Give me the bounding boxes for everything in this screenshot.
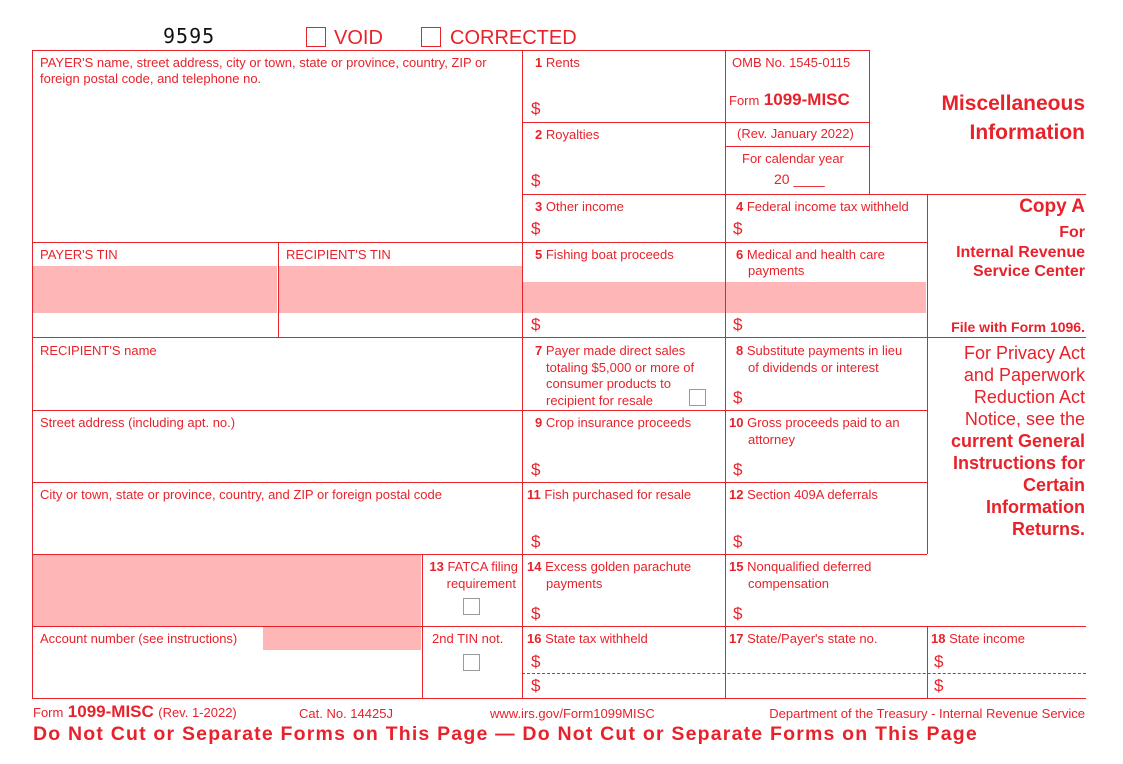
box3-label: [535, 199, 624, 215]
omb-form-name: 1099-MISC: [763, 90, 850, 109]
grid-line: [522, 194, 725, 195]
box6-number: 6: [736, 247, 744, 262]
box5-label: [535, 247, 674, 263]
grid-line: [725, 50, 726, 698]
copy-irs-line2: Service Center: [972, 263, 1085, 280]
fatca-checkbox[interactable]: [463, 598, 480, 615]
grid-line: [32, 554, 522, 555]
box18-label: [931, 631, 1025, 647]
grid-line: [927, 626, 928, 698]
box13-label: [426, 559, 518, 575]
box8-number: 8: [736, 343, 744, 358]
grid-line: [522, 337, 1086, 338]
omb-number: OMB No. 1545-0115: [732, 55, 851, 70]
box2-text: Royalties: [545, 127, 600, 142]
payer-name-label: PAYER'S name, street address, city or town, state or province, country, ZIP or foreign postal code, and telephone no.: [40, 55, 487, 86]
grid-line: [522, 626, 1086, 627]
box16-number: 16: [527, 631, 542, 646]
grid-line: [522, 482, 927, 483]
instructions-line1: current General: [950, 431, 1085, 451]
corrected-checkbox[interactable]: [421, 27, 441, 47]
box10-label: [729, 415, 900, 431]
box5-number: 5: [535, 247, 543, 262]
box15-number: 15: [729, 559, 744, 574]
box11-number: 11: [527, 487, 541, 502]
payer-tin-label: PAYER'S TIN: [40, 247, 118, 262]
recipient-tin-shade: [279, 266, 522, 313]
box7-text: Payer made direct sales: [545, 343, 686, 358]
footer-url: www.irs.gov/Form1099MISC: [490, 706, 655, 721]
box18-dollar-row2: $: [934, 676, 944, 695]
grid-line: [927, 194, 928, 554]
box12-number: 12: [729, 487, 744, 502]
box6-dollar: $: [733, 315, 743, 334]
grid-line: [32, 626, 522, 627]
box8-text-line2: of dividends or interest: [748, 360, 879, 375]
box18-text: State income: [949, 631, 1025, 646]
box15-dollar: $: [733, 604, 743, 623]
city-label: City or town, state or province, country, and ZIP or foreign postal code: [40, 487, 442, 502]
fatca-left-shade: [33, 555, 421, 626]
do-not-cut-warning: Do Not Cut or Separate Forms on This Page — Do Not Cut or Separate Forms on This Page: [33, 723, 978, 745]
account-number-label: Account number (see instructions): [40, 631, 238, 646]
box7-label: [535, 343, 685, 359]
box2-label: [535, 127, 599, 143]
calendar-year-field[interactable]: 20 ____: [774, 171, 825, 187]
box11-text: Fish purchased for resale: [544, 487, 692, 502]
box16-dollar-row1: $: [531, 652, 541, 671]
footer-department: Department of the Treasury - Internal Revenue Service: [769, 706, 1085, 721]
void-checkbox[interactable]: [306, 27, 326, 47]
omb-form-title: [729, 90, 850, 110]
instructions-line5: Returns.: [1011, 519, 1085, 539]
box15-text: Nonqualified deferred: [747, 559, 872, 574]
grid-line: [522, 122, 869, 123]
box10-number: 10: [729, 415, 744, 430]
form-title-line1: Miscellaneous: [941, 92, 1085, 115]
grid-line: [32, 242, 522, 243]
privacy-line3: Reduction Act: [973, 387, 1085, 407]
box17-number: 17: [729, 631, 744, 646]
box16-label: [527, 631, 648, 647]
void-label: VOID: [334, 27, 383, 49]
box12-label: [729, 487, 878, 503]
box13-number: 13: [429, 559, 444, 574]
grid-line: [32, 50, 33, 698]
form-title-line2: Information: [969, 121, 1085, 144]
second-tin-label: 2nd TIN not.: [432, 631, 504, 646]
box6-text: Medical and health care: [746, 247, 885, 262]
box11-label: [527, 487, 691, 503]
box4-text: Federal income tax withheld: [746, 199, 909, 214]
box5-text: Fishing boat proceeds: [545, 247, 674, 262]
grid-line: [32, 410, 522, 411]
footer-revision: (Rev. 1-2022): [158, 705, 237, 720]
copy-for-label: For: [1059, 224, 1085, 241]
recipient-name-label: RECIPIENT'S name: [40, 343, 157, 358]
box16-text: State tax withheld: [545, 631, 648, 646]
box10-text-line2: attorney: [748, 432, 795, 447]
box4-label: [736, 199, 909, 215]
box2-dollar: $: [531, 171, 541, 190]
instructions-line2: Instructions for: [952, 453, 1085, 473]
instructions-line3: Certain: [1022, 475, 1085, 495]
file-with-label: File with Form 1096.: [951, 319, 1085, 335]
grid-line: [278, 242, 279, 337]
box8-text: Substitute payments in lieu: [746, 343, 903, 358]
box15-text-line2: compensation: [748, 576, 829, 591]
street-address-label: Street address (including apt. no.): [40, 415, 236, 430]
box9-dollar: $: [531, 460, 541, 479]
omb-form-prefix: Form: [729, 93, 760, 108]
box3-dollar: $: [531, 219, 541, 238]
grid-line: [522, 410, 927, 411]
calendar-year-label: For calendar year: [742, 151, 844, 166]
box1-number: 1: [535, 55, 543, 70]
grid-line: [32, 337, 522, 338]
box15-label: [729, 559, 871, 575]
box4-number: 4: [736, 199, 744, 214]
box7-text-line4: recipient for resale: [546, 393, 653, 408]
box14-text: Excess golden parachute: [545, 559, 692, 574]
privacy-line2: and Paperwork: [963, 365, 1085, 385]
grid-line: [32, 482, 522, 483]
omb-revision: (Rev. January 2022): [737, 126, 854, 141]
recipient-tin-label: RECIPIENT'S TIN: [286, 247, 391, 262]
box3-text: Other income: [545, 199, 624, 214]
box7-checkbox[interactable]: [689, 389, 706, 406]
box2-number: 2: [535, 127, 543, 142]
box14-text-line2: payments: [546, 576, 603, 591]
box1-dollar: $: [531, 99, 541, 118]
box6-text-line2: payments: [748, 263, 805, 278]
instructions-line4: Information: [986, 497, 1085, 517]
grid-line: [725, 146, 869, 147]
box1-label: [535, 55, 580, 71]
box8-dollar: $: [733, 388, 743, 407]
grid-line: [32, 698, 1086, 699]
box14-number: 14: [527, 559, 542, 574]
box12-dollar: $: [733, 532, 743, 551]
box11-dollar: $: [531, 532, 541, 551]
box9-number: 9: [535, 415, 543, 430]
box18-number: 18: [931, 631, 946, 646]
state-row-divider: [522, 673, 1086, 674]
box6-label: [736, 247, 885, 263]
copy-irs-line1: Internal Revenue: [956, 244, 1085, 261]
box14-label: [527, 559, 691, 575]
box17-label: [729, 631, 877, 647]
box9-label: [535, 415, 691, 431]
footer-form-title: [33, 702, 237, 722]
footer-cat-no: Cat. No. 14425J: [299, 706, 393, 721]
box13-label-line2: requirement: [446, 576, 516, 591]
box17-text: State/Payer's state no.: [747, 631, 878, 646]
box7-number: 7: [535, 343, 543, 358]
account-shade: [263, 627, 421, 650]
box12-text: Section 409A deferrals: [747, 487, 878, 502]
box16-dollar-row2: $: [531, 676, 541, 695]
box4-dollar: $: [733, 219, 743, 238]
box10-text: Gross proceeds paid to an: [747, 415, 900, 430]
corrected-label: CORRECTED: [450, 27, 577, 49]
grid-line: [522, 554, 927, 555]
copy-a-heading: Copy A: [1019, 196, 1085, 217]
privacy-line1: For Privacy Act: [963, 343, 1085, 363]
box1-text: Rents: [545, 55, 580, 70]
box14-dollar: $: [531, 604, 541, 623]
footer-form-prefix: Form: [33, 705, 64, 720]
payer-tin-shade: [33, 266, 277, 313]
grid-line: [725, 194, 1086, 195]
box7-text-line3: consumer products to: [546, 376, 672, 391]
box3-number: 3: [535, 199, 543, 214]
privacy-line4: Notice, see the: [964, 409, 1085, 429]
box5-dollar: $: [531, 315, 541, 334]
box7-text-line2: totaling $5,000 or more of: [546, 360, 695, 375]
box18-dollar-row1: $: [934, 652, 944, 671]
grid-line: [32, 50, 869, 51]
footer-form-name: 1099-MISC: [67, 702, 154, 721]
second-tin-checkbox[interactable]: [463, 654, 480, 671]
box9-text: Crop insurance proceeds: [545, 415, 692, 430]
grid-line: [522, 242, 927, 243]
form-code: 9595: [163, 24, 216, 48]
grid-line: [522, 50, 523, 698]
box8-label: [736, 343, 902, 359]
box10-dollar: $: [733, 460, 743, 479]
box13-label-line1: FATCA filing: [447, 559, 518, 574]
grid-line: [869, 50, 870, 194]
